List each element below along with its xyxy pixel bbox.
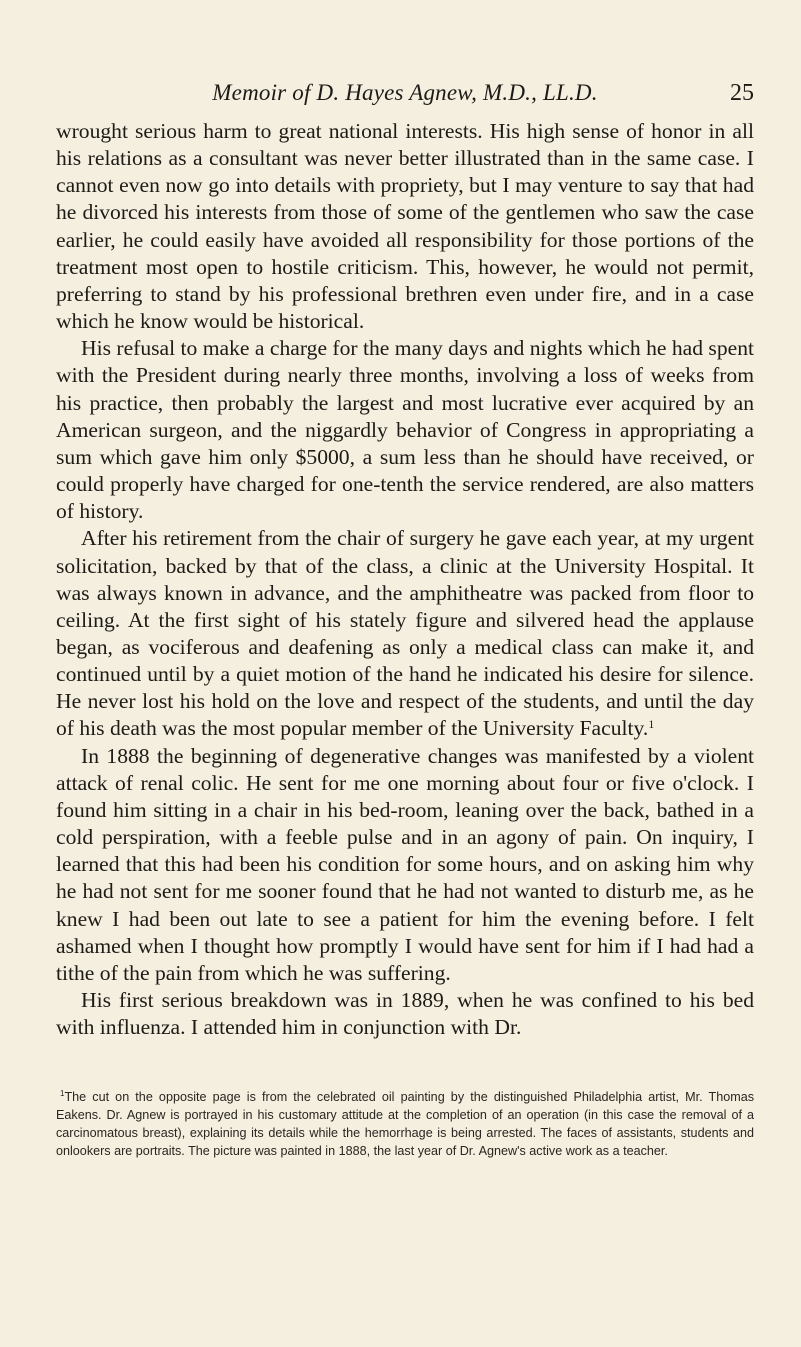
paragraph — [56, 525, 754, 742]
body-text — [56, 118, 754, 1041]
running-head — [56, 78, 754, 108]
footnote-reference[interactable]: 1 — [648, 717, 655, 732]
paragraph: His first serious breakdown was in 1889, when he was confined to his bed with influenza. I attended him in conjunction with Dr. — [56, 988, 754, 1040]
paragraph: wrought serious harm to great national interests. His high sense of honor in all his relations as a consultant was never better illustrated than in the same case. I cannot even now go into details with propriety, but I may venture to say that had he divorced his interests from those of some of the gentlemen who saw the case earlier, he could easily have avoided all responsibility for those portions of the treatment most open to hostile criticism. This, however, he would not permit, preferring to stand by his professional brethren even under fire, and in a case which he know would be historical. — [56, 119, 754, 334]
footnote-marker: 1 — [60, 1089, 65, 1098]
paragraph-text: After his retirement from the chair of surgery he gave each year, at my urgent solicitation, backed by that of the class, a clinic at the University Hospital. It was always known in advance, and the amphitheatre was packed from floor to ceiling. At the first sight of his stately figure and silvered head the applause began, as vociferous and deafening as only a medical class can make it, and continued until by a quiet motion of the hand he indicated his desire for silence. He never lost his hold on the love and respect of the students, and until the day of his death was the most popular member of the University Faculty. — [56, 526, 754, 741]
footnote — [56, 1089, 754, 1161]
running-title: Memoir of D. Hayes Agnew, M.D., LL.D. — [212, 80, 598, 105]
page-number: 25 — [730, 80, 754, 106]
footnote-paragraph — [56, 1089, 754, 1161]
paragraph: His refusal to make a charge for the many days and nights which he had spent with the President during nearly three months, involving a loss of weeks from his practice, then probably the largest and most lucrative ever acquired by an American surgeon, and the niggardly behavior of Congress in appropriating a sum which gave him only $5000, a sum less than he should have received, or could properly have charged for one-tenth the service rendered, are also matters of history. — [56, 336, 755, 524]
paragraph: In 1888 the beginning of degenerative changes was manifested by a violent attack of renal colic. He sent for me one morning about four or five o'clock. I found him sitting in a chair in his bed-room, leaning over the back, bathed in a cold perspiration, with a feeble pulse and in an agony of pain. On inquiry, I learned that this had been his condition for some hours, and on asking him why he had not sent for me sooner found that he had not wanted to disturb me, as he knew I had been out late to see a patient for him the evening before. I felt ashamed when I thought how promptly I would have sent for him if I had had a tithe of the pain from which he was suffering. — [56, 743, 754, 985]
footnote-text: The cut on the opposite page is from the celebrated oil painting by the distinguished Philadelphia artist, Mr. Thomas Eakens. Dr. Agnew is portrayed in his customary attitude at the completion of an operation (in this case the removal of a carcinomatous breast), explaining its details while the hemorrhage is being arrested. The faces of assistants, students and onlookers are portraits. The picture was painted in 1888, the last year of Dr. Agnew's active work as a teacher. — [56, 1090, 754, 1158]
